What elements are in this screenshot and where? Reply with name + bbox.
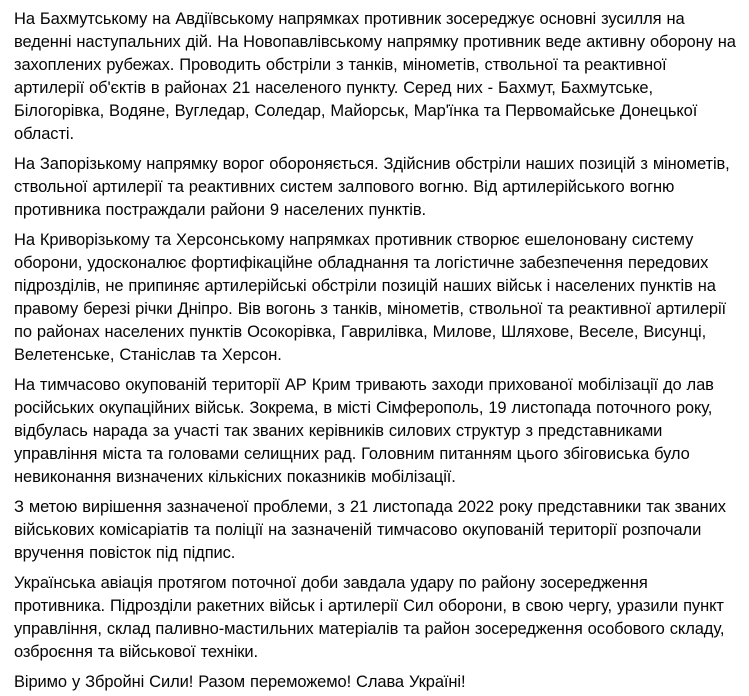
post-paragraph: З метою вирішення зазначеної проблеми, з 21 листопада 2022 року представники так званих військових комісаріатів та поліції на зазначеній тимчасово окупованій території розпочали вручення повісток під підпис.: [14, 498, 726, 562]
post-paragraph: Віримо у Збройні Сили! Разом переможемо! Слава Україні!: [14, 673, 466, 691]
post-paragraph: На тимчасово окупованій території АР Крим тривають заходи прихованої мобілізації до лав російських окупаційних військ. Зокрема, в місті Сімферополь, 19 листопада поточного року, відбулась нарада за участі так званих керівників силових структур з представниками управління міста та головами селищних рад. Головним питанням цього збіговиська було невиконання визначених кількісних показників мобілізації.: [14, 376, 714, 486]
post-paragraph: На Криворізькому та Херсонському напрямках противник створює ешелоновану систему оборони, удосконалює фортифікаційне обладнання та логістичне забезпечення передових підрозділів, не припиняє артилерійські обстріли позицій наших військ і населених пунктів на правому березі річки Дніпро. Вів вогонь з танків, мінометів, ствольної та реактивної артилерії по районах населених пунктів Осокорівка, Гаврилівка, Милове, Шляхове, Веселе, Висунці, Велетенське, Станіслав та Херсон.: [14, 231, 727, 364]
post-paragraph: На Бахмутському на Авдіївському напрямках противник зосереджує основні зусилля на веденні наступальних дій. На Новопавлівському напрямку противник веде активну оборону на захоплених рубежах. Проводить обстріли з танків, мінометів, ствольної та реактивної артилерії об'єктів в районах 21 населеного пункту. Серед них - Бахмут, Бахмутське, Білогорівка, Водяне, Вугледар, Соледар, Майорськ, Мар'їнка та Первомайське Донецької області.: [14, 10, 736, 143]
post-paragraph: Українська авіація протягом поточної доби завдала удару по району зосередження противника. Підрозділи ракетних військ і артилерії Сил оборони, в свою чергу, уразили пункт управління, склад паливно-мастильних матеріалів та район зосередження особового складу, озброєння та військової техніки.: [14, 574, 725, 661]
post-paragraph: На Запорізькому напрямку ворог обороняється. Здійснив обстріли наших позицій з мінометів, ствольної артилерії та реактивних систем залпового вогню. Від артилерійського вогню противника постраждали райони 9 населених пунктів.: [14, 155, 730, 219]
